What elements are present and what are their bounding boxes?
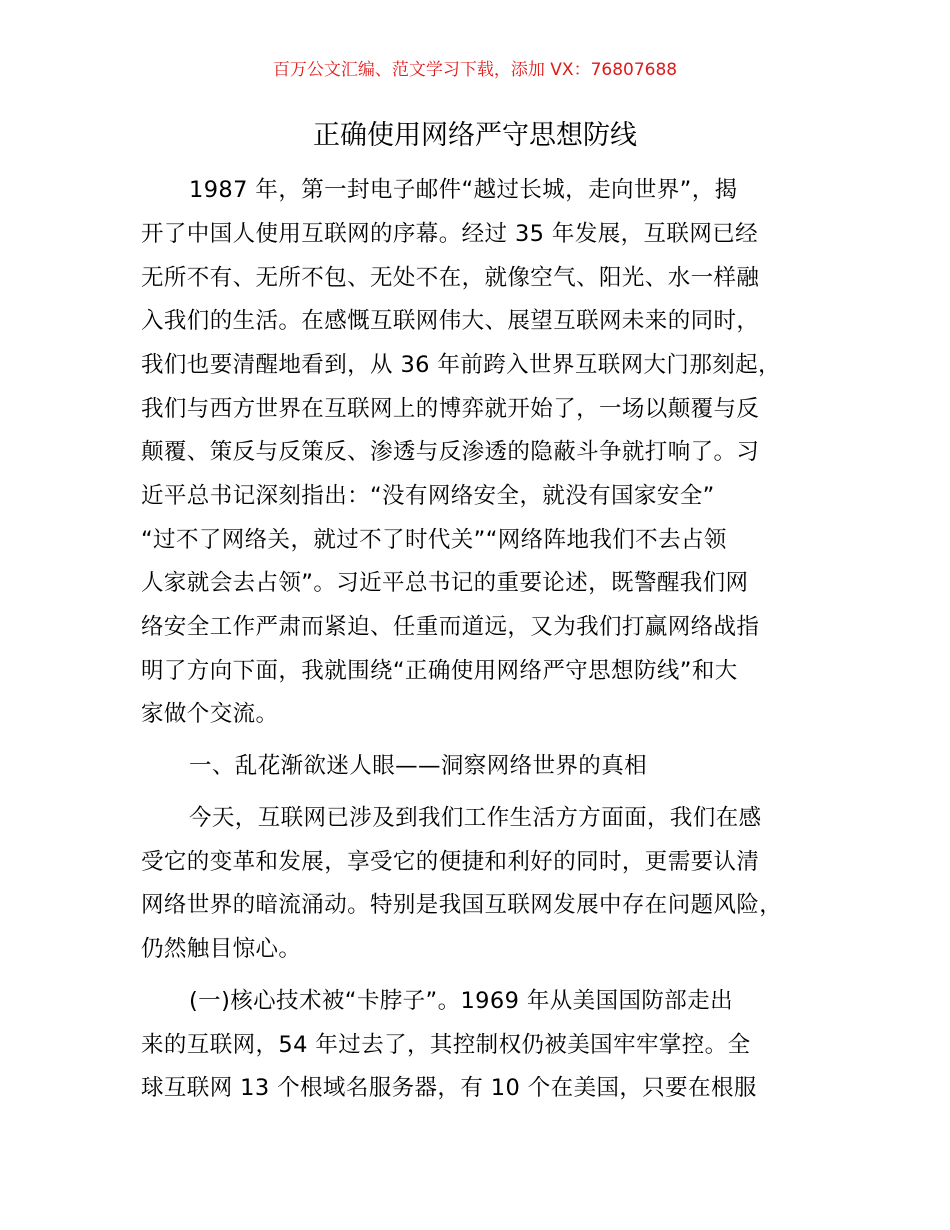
- paragraph-line: 人家就会去占领”。习近平总书记的重要论述，既警醒我们网: [141, 570, 749, 596]
- paragraph-line: 入我们的生活。在感慨互联网伟大、展望互联网未来的同时，: [141, 308, 760, 334]
- paragraph-line: 无所不有、无所不包、无处不在，就像空气、阳光、水一样融: [141, 265, 760, 291]
- paragraph-line: 球互联网 13 个根域名服务器，有 10 个在美国，只要在根服: [141, 1075, 757, 1101]
- paragraph-line: (一)核心技术被“卡脖子”。1969 年从美国国防部走出: [189, 988, 733, 1014]
- paragraph-line: 仍然触目惊心。: [141, 936, 302, 962]
- paragraph-line: 我们也要清醒地看到，从 36 年前跨入世界互联网大门那刻起，: [141, 352, 781, 378]
- section-heading: 一、乱花渐欲迷人眼——洞察网络世界的真相: [189, 753, 648, 779]
- paragraph-line: 受它的变革和发展，享受它的便捷和利好的同时，更需要认清: [141, 849, 760, 875]
- paragraph-line: 近平总书记深刻指出：“没有网络安全，就没有国家安全”: [141, 483, 715, 509]
- paragraph-line: “过不了网络关，就过不了时代关”“网络阵地我们不去占领: [141, 527, 727, 553]
- paragraph-line: 网络世界的暗流涌动。特别是我国互联网发展中存在问题风险，: [141, 892, 783, 918]
- paragraph-line: 开了中国人使用互联网的序幕。经过 35 年发展，互联网已经: [141, 221, 759, 247]
- paragraph-line: 我们与西方世界在互联网上的博弈就开始了，一场以颠覆与反: [141, 396, 760, 422]
- paragraph-line: 来的互联网，54 年过去了，其控制权仍被美国牢牢掌控。全: [141, 1032, 751, 1058]
- paragraph-line: 家做个交流。: [141, 701, 279, 727]
- paragraph-line: 络安全工作严肃而紧迫、任重而道远，又为我们打赢网络战指: [141, 614, 760, 640]
- paragraph-line: 今天，互联网已涉及到我们工作生活方方面面，我们在感: [189, 805, 762, 831]
- paragraph-line: 明了方向下面，我就围绕“正确使用网络严守思想防线”和大: [141, 658, 738, 684]
- paragraph-line: 1987 年，第一封电子邮件“越过长城，走向世界”，揭: [189, 177, 738, 203]
- paragraph-line: 颠覆、策反与反策反、渗透与反渗透的隐蔽斗争就打响了。习: [141, 439, 760, 465]
- header-note: 百万公文汇编、范文学习下载，添加 VX：76807688: [272, 60, 678, 80]
- page-title: 正确使用网络严守思想防线: [313, 120, 637, 151]
